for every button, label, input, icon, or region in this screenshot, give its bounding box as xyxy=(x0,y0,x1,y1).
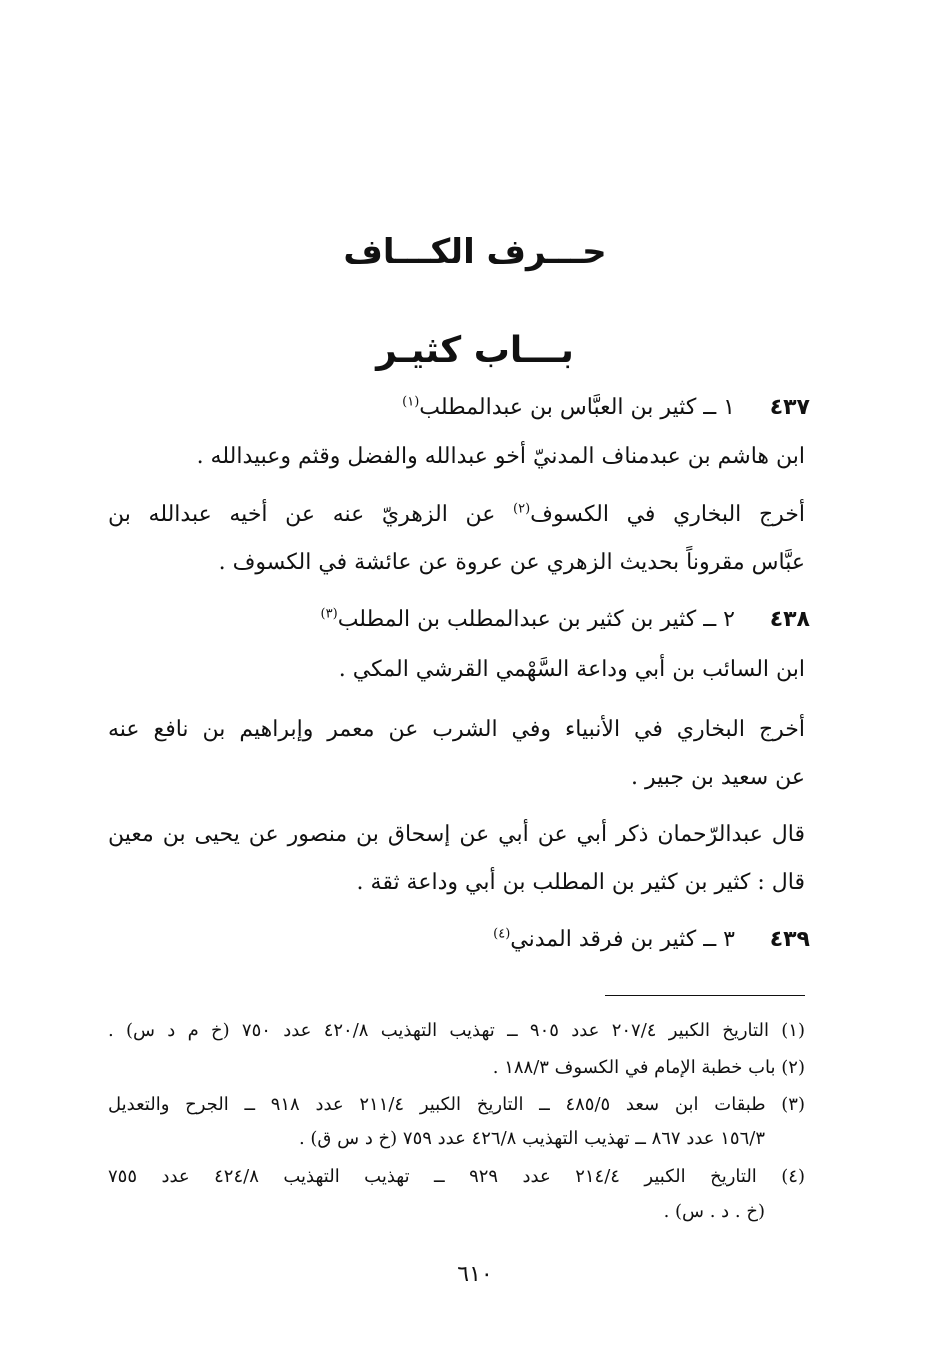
footnote-divider xyxy=(605,995,805,996)
footnote-line: (٤) التاريخ الكبير ٢١٤/٤ عدد ٩٢٩ ــ تهذيب التهذيب ٤٢٤/٨ عدد ٧٥٥ xyxy=(108,1166,805,1187)
text-span: عن الزهريّ عنه عن أخيه عبدالله بن xyxy=(108,502,496,527)
section-title: بـــاب كثيـر xyxy=(376,330,574,371)
entry-number: ٤٣٧ xyxy=(769,395,810,420)
footnote-line: (٣) طبقات ابن سعد ٤٨٥/٥ ــ التاريخ الكبير ٢١١/٤ عدد ٩١٨ ــ الجرح والتعديل xyxy=(108,1094,805,1115)
entry-text-line xyxy=(108,500,805,530)
entry-heading-437 xyxy=(110,388,810,428)
entry-title-text: ٢ ــ كثير بن كثير بن عبدالمطلب بن المطلب xyxy=(337,607,735,632)
entry-text-line: قال عبدالرّحمان ذكر أبي عن أبي عن إسحاق بن منصور عن يحيى بن معين xyxy=(108,822,805,847)
page-number: ٦١٠ xyxy=(457,1262,493,1287)
footnote-line: (١) التاريخ الكبير ٢٠٧/٤ عدد ٩٠٥ ــ تهذيب التهذيب ٤٢٠/٨ عدد ٧٥٠ (خ م د س) . xyxy=(108,1020,805,1041)
entry-text-line: أخرج البخاري في الأنبياء وفي الشرب عن معمر وإبراهيم بن نافع عنه xyxy=(108,717,805,742)
footnote-ref: (٤) xyxy=(493,926,511,942)
entry-text-line: ابن هاشم بن عبدمناف المدنيّ أخو عبدالله والفضل وقثم وعبيدالله . xyxy=(196,444,805,469)
entry-title xyxy=(493,920,735,960)
entry-text-line: قال : كثير بن كثير بن المطلب بن أبي وداعة ثقة . xyxy=(356,870,805,895)
entry-text-line: عبَّاس مقروناً بحديث الزهري عن عروة عن عائشة في الكسوف . xyxy=(218,550,805,575)
entry-title xyxy=(321,600,735,640)
footnote-line: (خ . د . س) . xyxy=(663,1201,765,1222)
entry-text-line: عن سعيد بن جبير . xyxy=(631,765,805,790)
entry-number: ٤٣٩ xyxy=(769,927,810,952)
footnote-ref: (٣) xyxy=(320,606,338,622)
entry-title xyxy=(402,388,735,428)
entry-title-text: ١ ــ كثير بن العبَّاس بن عبدالمطلب xyxy=(419,395,735,420)
chapter-title: حـــرف الكـــاف xyxy=(343,232,607,272)
footnote-line: ١٥٦/٣ عدد ٨٦٧ ــ تهذيب التهذيب ٤٢٦/٨ عدد ٧٥٩ (خ د س ق) . xyxy=(298,1128,765,1149)
entry-title-text: ٣ ــ كثير بن فرقد المدني xyxy=(510,927,735,952)
entry-heading-438 xyxy=(110,600,810,640)
entry-number: ٤٣٨ xyxy=(769,607,810,632)
footnote-line: (٢) باب خطبة الإمام في الكسوف ١٨٨/٣ . xyxy=(492,1057,805,1078)
footnote-ref: (٢) xyxy=(513,501,531,517)
entry-text-line: ابن السائب بن أبي وداعة السَّهْمي القرشي المكي . xyxy=(338,657,805,682)
text-span: أخرج البخاري في الكسوف xyxy=(530,502,805,527)
footnote-ref: (١) xyxy=(402,394,420,410)
entry-heading-439 xyxy=(110,920,810,960)
